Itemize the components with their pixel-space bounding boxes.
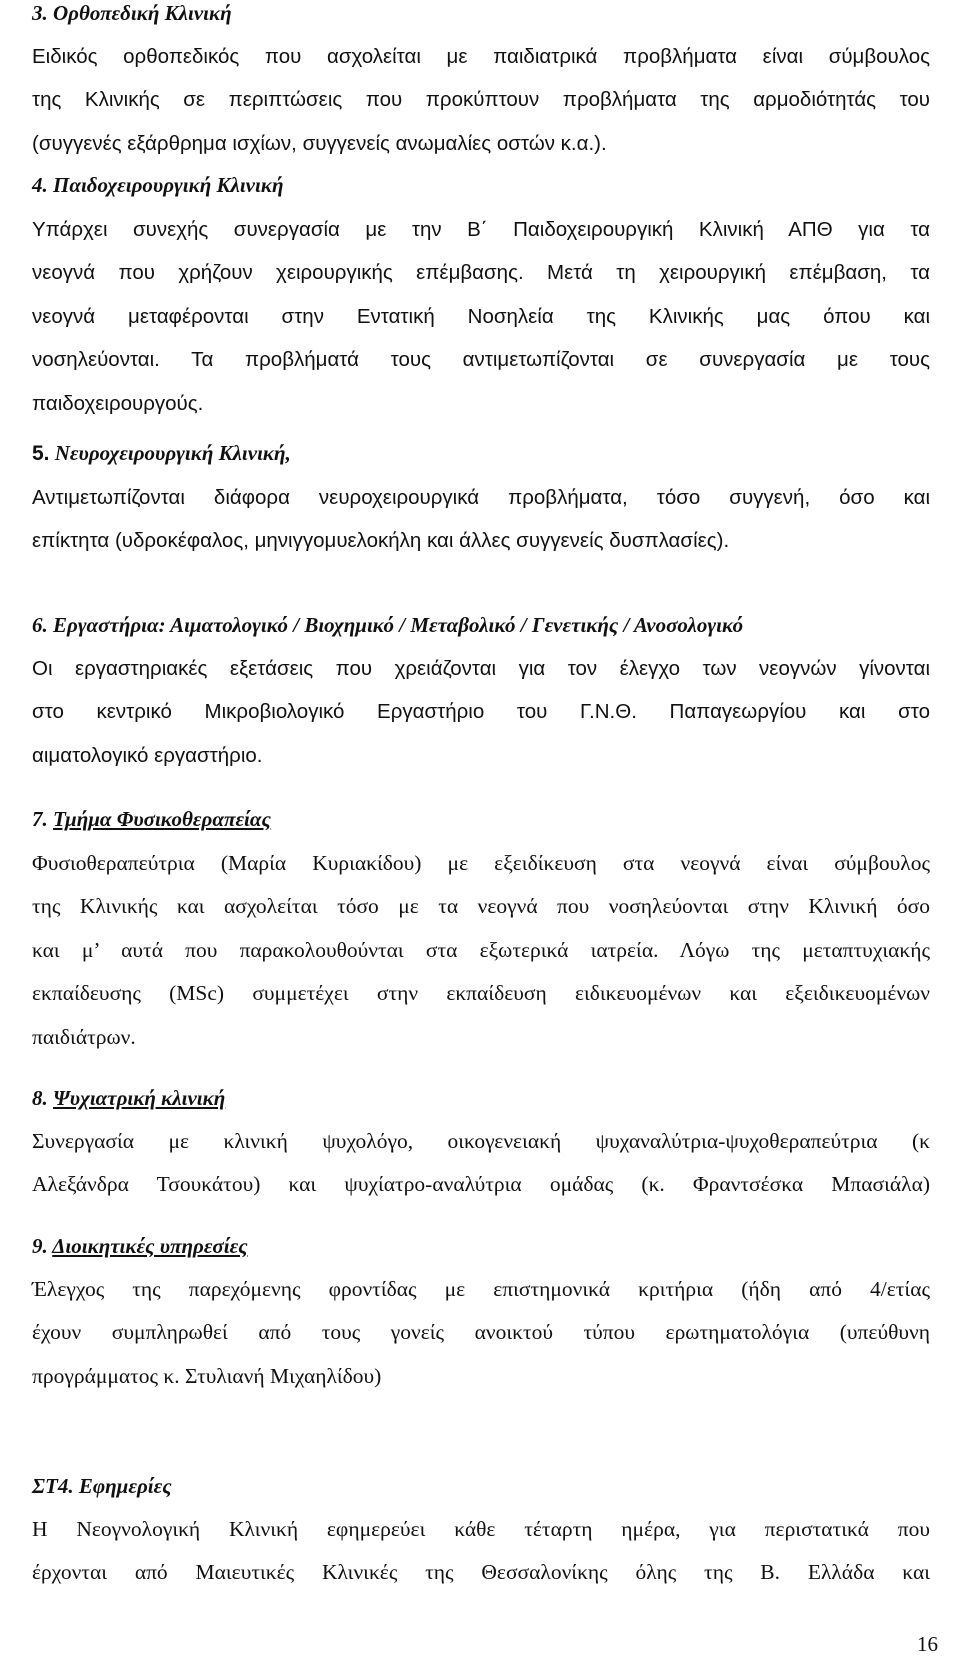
section-3-line: Ειδικός ορθοπεδικός που ασχολείται με παιδιατρικά προβλήματα είναι σύμβουλος [32, 45, 930, 68]
section-3 [32, 0, 930, 165]
section-4-line: νεογνά που χρήζουν χειρουργικής επέμβασης. Μετά τη χειρουργική επέμβαση, τα [32, 261, 930, 285]
section-9-heading [32, 1233, 930, 1260]
section-7-line: Φυσιοθεραπεύτρια (Μαρία Κυριακίδου) με εξειδίκευση στα νεογνά είναι σύμβουλος [32, 851, 930, 875]
section-7-title: Τμήμα Φυσικοθεραπείας [53, 807, 271, 831]
section-8 [32, 1085, 930, 1207]
section-7-line: και μ’ αυτά που παρακολουθούνται στα εξωτερικά ιατρεία. Λόγω της μεταπτυχιακής [32, 937, 930, 962]
section-6-heading [32, 612, 930, 639]
section-4-line: Υπάρχει συνεχής συνεργασία με την Β΄ Παιδοχειρουργική Κλινική ΑΠΘ για τα [32, 218, 930, 241]
section-3-line: της Κλινικής σε περιπτώσεις που προκύπτουν προβλήματα της αρμοδιότητάς του [32, 88, 930, 112]
section-7-line: της Κλινικής και ασχολείται τόσο με τα νεογνά που νοσηλεύονται στην Κλινική όσο [32, 894, 930, 919]
section-9 [32, 1233, 930, 1398]
section-8-heading [32, 1085, 930, 1112]
section-4-title: Παιδοχειρουργική Κλινική [53, 173, 284, 197]
section-5-number: 5. [32, 442, 50, 465]
section-7-number: 7. [32, 807, 48, 831]
section-5-line: Αντιμετωπίζονται διάφορα νευροχειρουργικά προβλήματα, τόσο συγγενή, όσο και [32, 486, 930, 509]
section-7-line: παιδιάτρων. [32, 1024, 136, 1049]
section-8-line: Αλεξάνδρα Τσουκάτου) και ψυχίατρο-αναλύτρια ομάδας (κ. Φραντσέσκα Μπασιάλα) [32, 1172, 930, 1197]
section-3-body [32, 35, 930, 165]
section-6-line: Οι εργαστηριακές εξετάσεις που χρειάζονται για τον έλεγχο των νεογνών γίνονται [32, 657, 930, 680]
section-st4-body [32, 1508, 930, 1595]
section-6-number: 6. [32, 613, 48, 637]
section-4-line: νοσηλεύονται. Τα προβλήματά τους αντιμετωπίζονται σε συνεργασία με τους [32, 348, 930, 372]
section-4-line: παιδοχειρουργούς. [32, 391, 204, 415]
section-5-title: Νευροχειρουργική Κλινική, [54, 441, 291, 465]
section-6-title: Εργαστήρια: Αιματολογικό / Βιοχημικό / Μεταβολικό / Γενετικής / Ανοσολογικό [53, 613, 744, 637]
section-5-heading [32, 440, 930, 467]
section-9-body [32, 1268, 930, 1398]
section-4-line: νεογνά μεταφέρονται στην Εντατική Νοσηλεία της Κλινικής μας όπου και [32, 304, 930, 328]
section-7-heading [32, 806, 930, 833]
section-5-line: επίκτητα (υδροκέφαλος, μηνιγγομυελοκήλη και άλλες συγγενείς δυσπλασίες). [32, 529, 730, 553]
section-7-body [32, 842, 930, 1059]
section-8-body [32, 1120, 930, 1207]
section-3-title: Ορθοπεδική Κλινική [53, 1, 232, 25]
section-9-line: έχουν συμπληρωθεί από τους γονείς ανοικτού τύπου ερωτηματολόγια (υπεύθυνη [32, 1320, 930, 1345]
section-9-line: προγράμματος κ. Στυλιανή Μιχαηλίδου) [32, 1363, 382, 1388]
section-st4 [32, 1473, 930, 1595]
section-st4-line: Η Νεογνολογική Κλινική εφημερεύει κάθε τέταρτη ημέρα, για περιστατικά που [32, 1517, 930, 1541]
section-5-body [32, 476, 930, 563]
section-7 [32, 806, 930, 1059]
section-4-heading [32, 172, 930, 199]
section-9-title: Διοικητικές υπηρεσίες [52, 1234, 248, 1258]
section-4-body [32, 208, 930, 425]
section-4-number: 4. [32, 173, 48, 197]
section-8-line: Συνεργασία με κλινική ψυχολόγο, οικογενειακή ψυχαναλύτρια-ψυχοθεραπεύτρια (κ [32, 1129, 930, 1153]
section-9-line: Έλεγχος της παρεχόμενης φροντίδας με επιστημονικά κριτήρια (ήδη από 4/ετίας [32, 1277, 930, 1301]
section-6-body [32, 647, 930, 777]
section-5 [32, 440, 930, 563]
section-8-title: Ψυχιατρική κλινική [53, 1086, 226, 1110]
section-3-number: 3. [32, 1, 48, 25]
section-4 [32, 172, 930, 425]
section-9-number: 9. [32, 1234, 48, 1258]
section-6 [32, 612, 930, 777]
section-8-number: 8. [32, 1086, 48, 1110]
section-st4-line: έρχονται από Μαιευτικές Κλινικές της Θεσσαλονίκης όλης της Β. Ελλάδα και [32, 1560, 930, 1585]
section-6-line: αιματολογικό εργαστήριο. [32, 743, 263, 767]
section-3-heading [32, 0, 930, 27]
section-6-line: στο κεντρικό Μικροβιολογικό Εργαστήριο του Γ.Ν.Θ. Παπαγεωργίου και στο [32, 700, 930, 724]
section-st4-heading [32, 1473, 930, 1500]
section-st4-title: ΣΤ4. Εφημερίες [32, 1474, 172, 1498]
section-3-line: (συγγενές εξάρθρημα ισχίων, συγγενείς ανωμαλίες οστών κ.α.). [32, 131, 607, 155]
section-7-line: εκπαίδευσης (MSc) συμμετέχει στην εκπαίδευση ειδικευομένων και εξειδικευομένων [32, 981, 930, 1006]
page-number: 16 [917, 1632, 938, 1656]
